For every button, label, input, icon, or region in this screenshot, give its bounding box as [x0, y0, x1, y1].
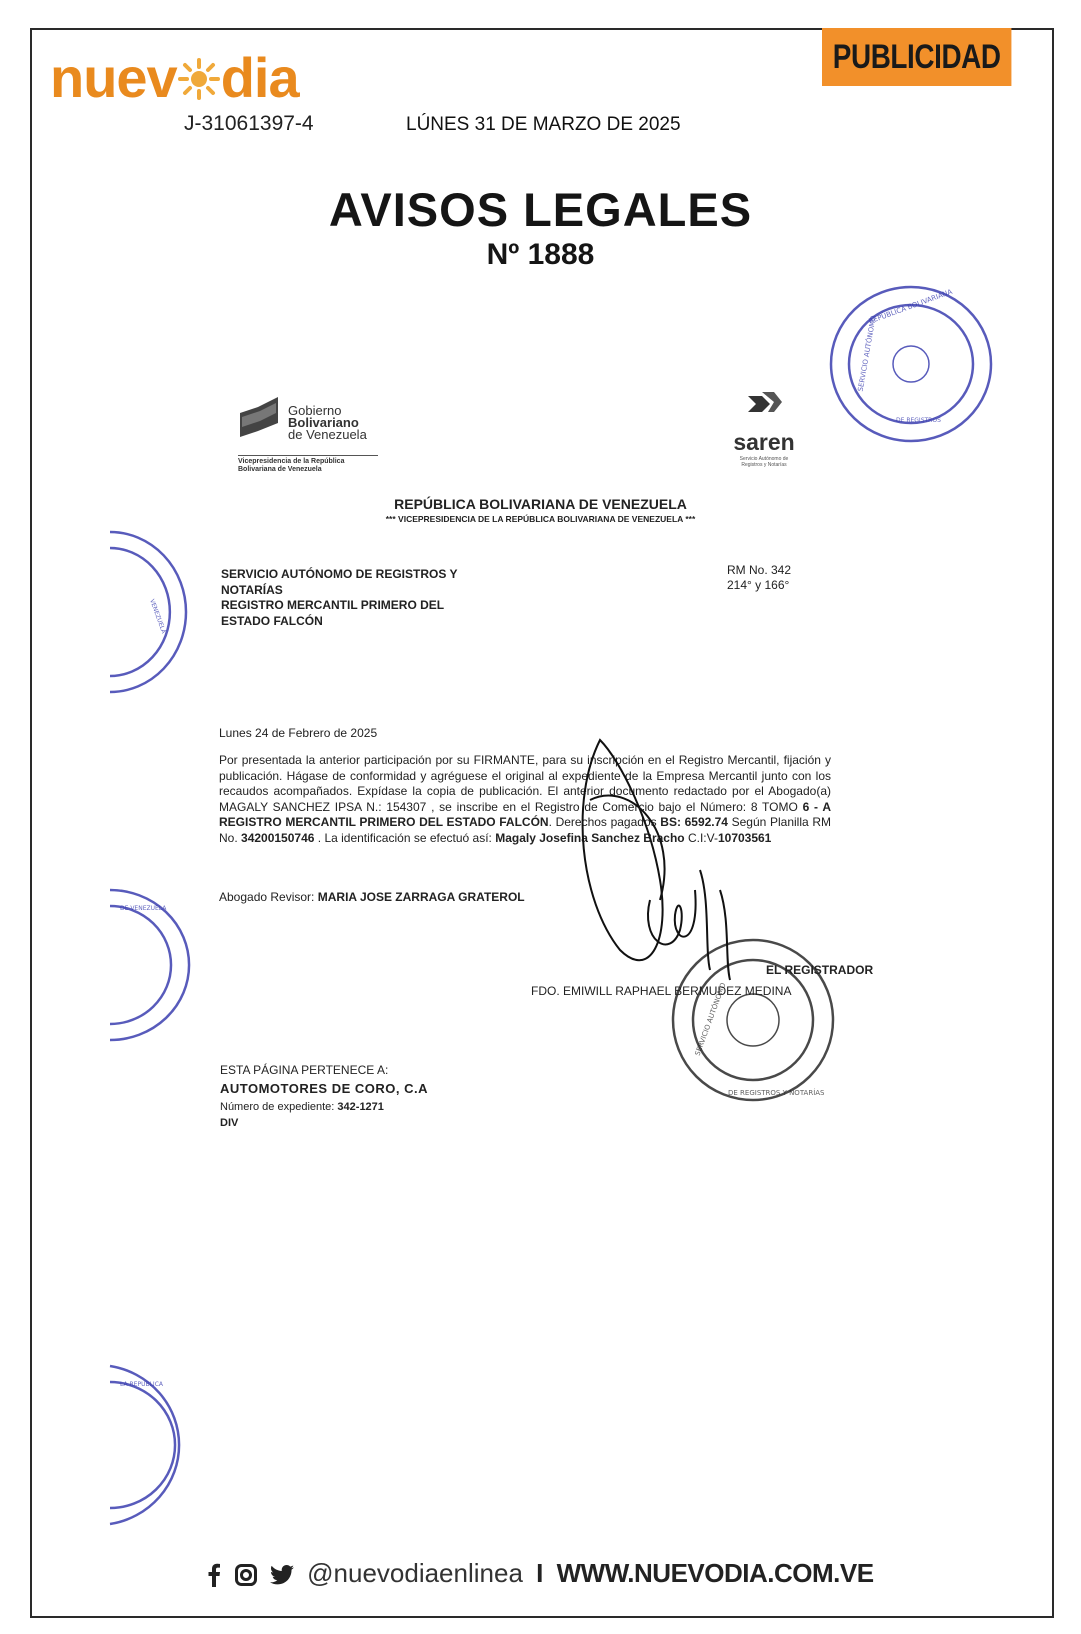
- file-number-line: [220, 1101, 384, 1113]
- saren-word: saren: [733, 429, 795, 455]
- svg-text:SERVICIO AUTÓNOMO: SERVICIO AUTÓNOMO: [856, 314, 878, 393]
- saren-logo: [726, 390, 802, 475]
- belongs-label: ESTA PÁGINA PERTENECE A:: [220, 1063, 389, 1077]
- issue-number: Nº 1888: [486, 238, 595, 271]
- publication-date: LÚNES 31 DE MARZO DE 2025: [406, 114, 681, 135]
- sun-icon: [177, 57, 221, 101]
- svg-text:REPÚBLICA BOLIVARIANA: REPÚBLICA BOLIVARIANA: [867, 287, 954, 326]
- body-bold-4: Magaly Josefina Sanchez Bracho: [495, 830, 685, 845]
- saren-sub1: Servicio Autónomo de: [739, 456, 789, 462]
- svg-text:DE VENEZUELA: DE VENEZUELA: [120, 905, 167, 912]
- office-line4: ESTADO FALCÓN: [221, 613, 323, 628]
- office-line2: NOTARÍAS: [221, 582, 283, 597]
- office-line1: SERVICIO AUTÓNOMO DE REGISTROS Y: [221, 567, 458, 581]
- file-label: Número de expediente:: [220, 1101, 338, 1113]
- body-text-1: Por presentada la anterior participación por su FIRMANTE, para su inscripción en el Registro Mercantil, fijación y publicación. Hágase de conformidad y agréguese el original al expediente de la Empresa Mercantil junto con los recaudos acompañados. Expídase la copia de publicación. El anterior documento redactado por el Abogado(a) MAGALY SANCHEZ IPSA N.: 154307 , se inscribe en el Registro de Comercio bajo el Número: 8 TOMO: [219, 753, 831, 814]
- republic-heading: REPÚBLICA BOLIVARIANA DE VENEZUELA: [394, 496, 687, 512]
- page-title: AVISOS LEGALES: [328, 183, 753, 236]
- government-logo: [238, 395, 388, 475]
- vicepresidency-subheading: *** VICEPRESIDENCIA DE LA REPÚBLICA BOLIVARIANA DE VENEZUELA ***: [385, 514, 696, 524]
- signed-by: FDO. EMIWILL RAPHAEL BERMUDEZ MEDINA: [531, 984, 792, 998]
- rm-reference: [727, 563, 791, 593]
- facebook-icon[interactable]: [207, 1563, 221, 1587]
- gov-sub1: Vicepresidencia de la República: [238, 458, 345, 465]
- saren-mark-icon: [744, 390, 784, 424]
- logo-text-part2: dia: [220, 46, 299, 109]
- reviewer-name: MARIA JOSE ZARRAGA GRATEROL: [317, 890, 525, 904]
- section-badge: PUBLICIDAD: [822, 28, 1011, 86]
- registry-office: [221, 567, 521, 629]
- office-line3: REGISTRO MERCANTIL PRIMERO DEL: [221, 598, 445, 612]
- social-handle[interactable]: @nuevodiaenlinea: [307, 1558, 523, 1588]
- flag-icon: [238, 395, 284, 441]
- left-partial-stamp-3: [80, 1358, 220, 1533]
- twitter-icon[interactable]: [270, 1565, 294, 1585]
- gov-sub2: Bolivariana de Venezuela: [238, 466, 322, 473]
- body-text-3: Según Planilla RM No.: [219, 815, 831, 845]
- body-bold-2: BS: 6592.74: [660, 815, 728, 830]
- left-partial-stamp-1: [60, 520, 190, 700]
- body-bold-1: 6 - A REGISTRO MERCANTIL PRIMERO DEL ESTADO FALCÓN: [219, 799, 831, 830]
- gov-line2: Bolivariano: [288, 415, 359, 430]
- registrador-label: EL REGISTRADOR: [766, 963, 874, 977]
- left-partial-stamp-2: [80, 880, 200, 1050]
- svg-text:LA REPÚBLICA: LA REPÚBLICA: [120, 1381, 163, 1388]
- document-date: Lunes 24 de Febrero de 2025: [219, 726, 378, 740]
- gov-line3: de Venezuela: [288, 427, 367, 442]
- body-bold-3: 34200150746: [241, 830, 315, 845]
- file-number: 342-1271: [337, 1101, 384, 1113]
- rm-number: RM No. 342: [727, 563, 792, 577]
- svg-text:DE REGISTROS Y NOTARÍAS: DE REGISTROS Y NOTARÍAS: [728, 1089, 825, 1097]
- logo-text-part1: nuev: [50, 46, 177, 109]
- gov-line1: Gobierno: [288, 403, 342, 418]
- svg-text:VENEZUELA: VENEZUELA: [148, 598, 168, 635]
- body-text-5: C.I:V-: [684, 830, 718, 845]
- handwritten-signature: [560, 720, 760, 990]
- div-label: DIV: [220, 1117, 239, 1129]
- body-bold-5: 10703561: [717, 830, 772, 845]
- website-link[interactable]: WWW.NUEVODIA.COM.VE: [556, 1558, 874, 1588]
- footer: [0, 1558, 1081, 1589]
- reviewer-line: [219, 890, 525, 904]
- instagram-icon[interactable]: [235, 1564, 257, 1586]
- official-seal-stamp: [826, 282, 996, 447]
- company-name: AUTOMOTORES DE CORO, C.A: [220, 1081, 428, 1096]
- reviewer-label: Abogado Revisor:: [219, 890, 318, 904]
- rm-degrees: 214° y 166°: [727, 578, 790, 592]
- body-text-4: . La identificación se efectuó así:: [314, 830, 496, 845]
- footer-separator: I: [536, 1558, 544, 1588]
- nuevodia-logo: [50, 46, 299, 109]
- body-text-2: . Derechos pagados: [548, 815, 661, 830]
- svg-text:SERVICIO AUTÓNOMO: SERVICIO AUTÓNOMO: [693, 981, 728, 1057]
- rif-number: J-31061397-4: [184, 112, 314, 135]
- svg-text:DE REGISTROS: DE REGISTROS: [896, 417, 941, 424]
- saren-sub2: Registros y Notarías: [741, 462, 787, 468]
